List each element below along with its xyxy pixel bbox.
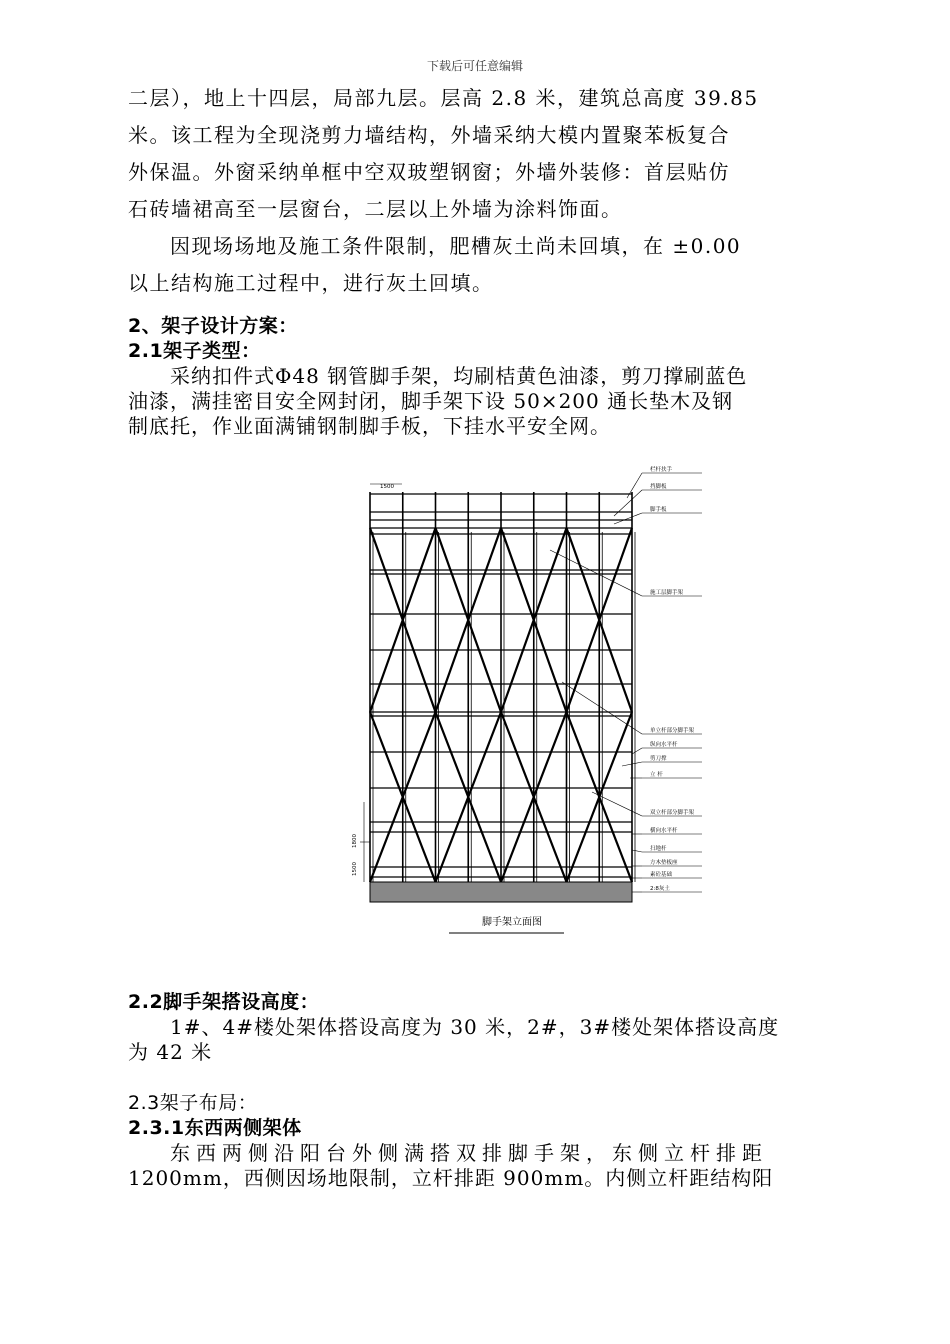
section-2-3 [128, 1091, 828, 1191]
diagram-label: 2:8灰土 [650, 886, 670, 892]
leader-line [632, 850, 642, 852]
leader-line [632, 748, 642, 754]
text-line: 采纳扣件式Φ48 钢管脚手架，均刷桔黄色油漆，剪刀撑刷蓝色 [170, 364, 748, 388]
section-2 [128, 314, 828, 439]
diagram-label: 双立杆部分脚手架 [650, 810, 695, 816]
diagram-caption: 脚手架立面图 [482, 917, 542, 928]
dim-top-label: 1500 [380, 484, 394, 490]
section-heading: 2.1架子类型： [128, 340, 261, 362]
diagram-label: 纵向水平杆 [650, 742, 678, 748]
ground-foundation [370, 882, 632, 902]
text-line: 制底托，作业面满铺钢制脚手板，下挂水平安全网。 [128, 414, 611, 438]
text-line: 米。该工程为全现浇剪力墙结构，外墙采纳大模内置聚苯板复合 [128, 123, 730, 147]
section-heading: 2.2脚手架搭设高度： [128, 991, 320, 1013]
dim-side-upper-label: 1800 [352, 834, 358, 848]
diagram-label: 挡脚板 [650, 484, 667, 490]
diagram-label: 方木垫板座 [650, 860, 678, 866]
text-line: 东西两侧沿阳台外侧满搭双排脚手架，东侧立杆排距 [170, 1141, 768, 1165]
page-header: 下载后可任意编辑 [426, 59, 523, 73]
text-line: 油漆，满挂密目安全网封闭，脚手架下设 50×200 通长垫木及钢 [128, 389, 734, 413]
dim-side-lower-label: 1500 [352, 862, 358, 876]
scaffold-elevation-diagram [352, 462, 712, 937]
intro-paragraphs [128, 80, 828, 302]
text-line: 1#、4#楼处架体搭设高度为 30 米，2#，3#楼处架体搭设高度 [170, 1015, 780, 1039]
text-line: 石砖墙裙高至一层窗台，二层以上外墙为涂料饰面。 [128, 197, 623, 221]
text-line: 以上结构施工过程中，进行灰土回填。 [128, 271, 494, 295]
diagram-label: 立 杆 [650, 772, 663, 778]
diagram-label: 施工层脚手架 [650, 590, 684, 596]
text-line: 为 42 米 [128, 1040, 213, 1064]
diagram-label: 横向水平杆 [650, 828, 678, 834]
text-line: 外保温。外窗采纳单框中空双玻塑钢窗；外墙外装修：首层贴仿 [128, 160, 730, 184]
leader-line [614, 513, 642, 524]
diagram-label: 剪刀撑 [650, 756, 667, 762]
section-2-2 [128, 990, 828, 1065]
diagram-label: 脚手板 [650, 507, 667, 513]
diagram-label: 扫地杆 [650, 846, 667, 852]
leader-line [627, 473, 642, 498]
section-heading: 2、架子设计方案： [128, 315, 298, 337]
diagram-label: 栏杆扶手 [650, 467, 673, 473]
text-line: 因现场场地及施工条件限制，肥槽灰土尚未回填，在 ±0.00 [170, 234, 742, 258]
diagram-label: 单立杆部分脚手架 [650, 728, 695, 734]
section-heading: 2.3.1东西两侧架体 [128, 1117, 302, 1139]
text-line: 1200mm，西侧因场地限制，立杆排距 900mm。内侧立杆距结构阳 [128, 1166, 774, 1190]
text-line: 二层），地上十四层，局部九层。层高 2.8 米，建筑总高度 39.85 [128, 86, 759, 110]
section-heading: 2.3架子布局： [128, 1092, 258, 1114]
diagram-label: 素砼基础 [650, 872, 673, 878]
leader-line [550, 550, 642, 596]
